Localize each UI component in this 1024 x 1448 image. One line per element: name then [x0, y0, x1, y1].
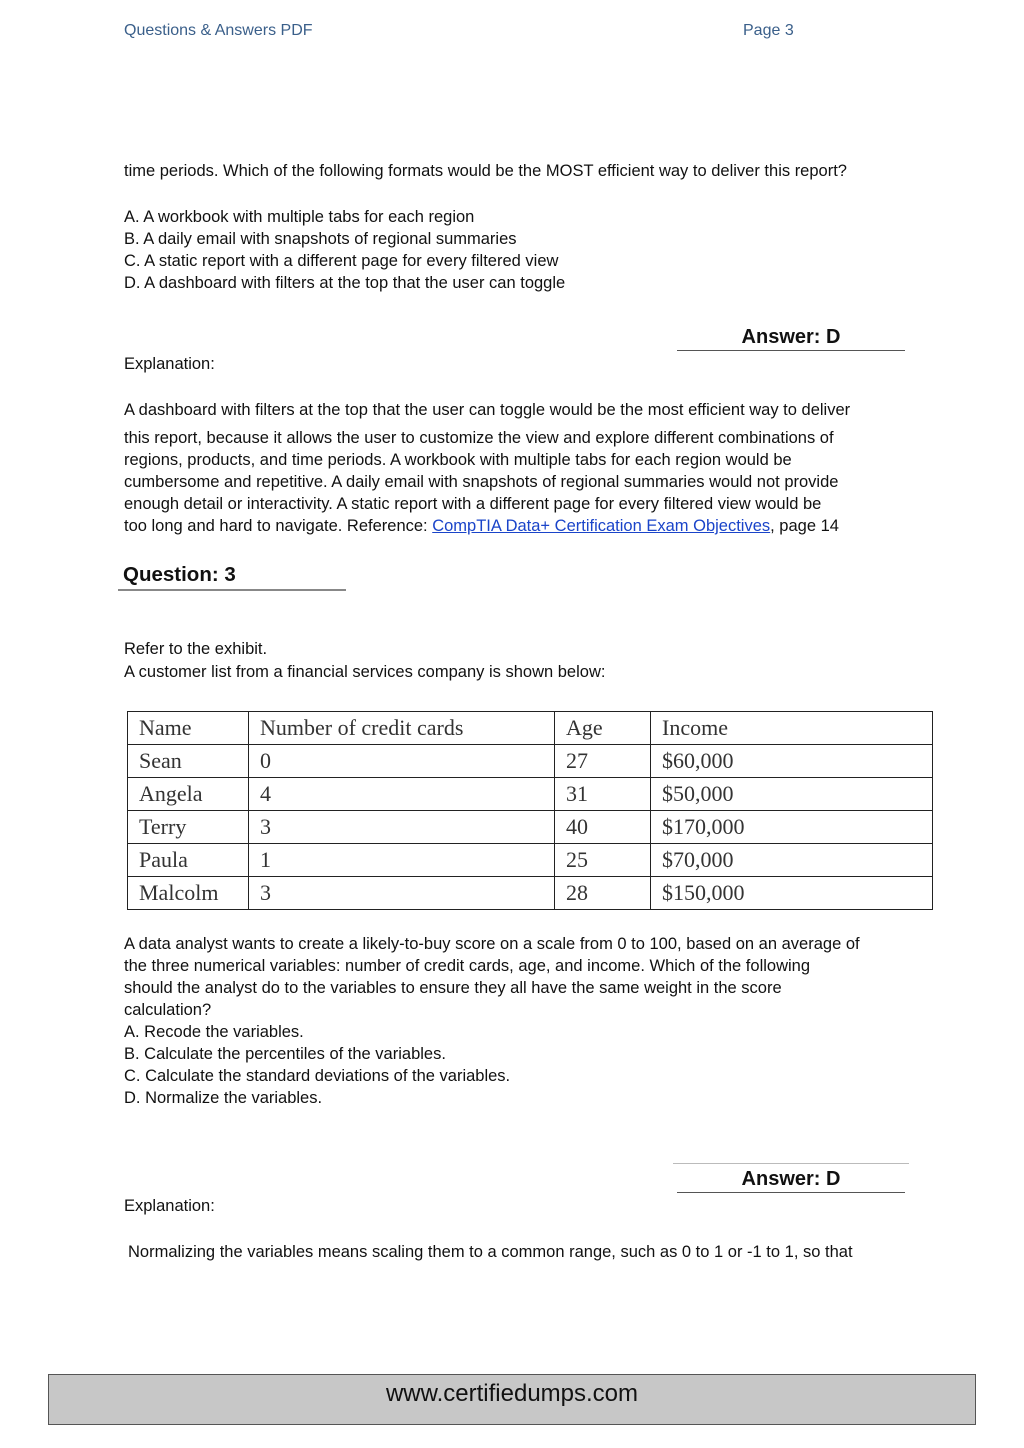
q2-option-d: D. A dashboard with filters at the top that the user can toggle — [124, 274, 566, 292]
footer-url[interactable]: www.certifiedumps.com — [385, 1380, 639, 1407]
table-cell: 25 — [555, 844, 651, 877]
table-cell: $170,000 — [651, 811, 933, 844]
q3-intro-line: Refer to the exhibit. — [124, 640, 268, 658]
q3-intro — [124, 638, 605, 684]
table-cell: 31 — [555, 778, 651, 811]
table-cell: Terry — [128, 811, 249, 844]
q3-stem-line: A data analyst wants to create a likely-to-buy score on a scale from 0 to 100, based on an average of — [124, 935, 860, 953]
table-cell: 40 — [555, 811, 651, 844]
table-cell: Paula — [128, 844, 249, 877]
q2-stem-tail: time periods. Which of the following formats would be the MOST efficient way to deliver this report? — [124, 162, 847, 180]
q2-explanation-line: cumbersome and repetitive. A daily email with snapshots of regional summaries would not provide — [124, 473, 839, 491]
q3-stem-line: calculation? — [124, 1001, 212, 1019]
q2-answer: Answer: D — [741, 326, 841, 348]
q2-reference-line — [124, 515, 839, 537]
table-cell: 1 — [249, 844, 555, 877]
page-number: Page 3 — [743, 22, 794, 39]
table-header-cell: Number of credit cards — [249, 712, 555, 745]
q2-explanation-first: A dashboard with filters at the top that the user can toggle would be the most efficient way to deliver — [124, 401, 851, 419]
q2-explanation-line: this report, because it allows the user to customize the view and explore different combinations of — [124, 429, 834, 447]
q3-stem-line: should the analyst do to the variables to ensure they all have the same weight in the score — [124, 979, 782, 997]
divider — [673, 1163, 909, 1164]
reference-suffix: , page 14 — [770, 517, 839, 535]
table-cell: $150,000 — [651, 877, 933, 910]
q3-option-a: A. Recode the variables. — [124, 1023, 304, 1041]
q3-answer: Answer: D — [741, 1168, 841, 1190]
q3-option-d: D. Normalize the variables. — [124, 1089, 323, 1107]
q3-option-c: C. Calculate the standard deviations of the variables. — [124, 1067, 511, 1085]
q3-answer-box — [677, 1168, 905, 1193]
q2-options — [124, 206, 565, 294]
table-cell: 0 — [249, 745, 555, 778]
q3-explanation-label: Explanation: — [124, 1197, 215, 1215]
table-row — [128, 745, 933, 778]
table-header-cell: Name — [128, 712, 249, 745]
reference-link[interactable]: CompTIA Data+ Certification Exam Objectives — [432, 517, 771, 535]
q2-explanation-label: Explanation: — [124, 355, 215, 373]
question-title-box — [118, 563, 346, 591]
q2-explanation — [124, 427, 839, 537]
customer-table — [127, 711, 933, 910]
table-cell: 28 — [555, 877, 651, 910]
table-cell: Sean — [128, 745, 249, 778]
q3-stem-line: the three numerical variables: number of credit cards, age, and income. Which of the following — [124, 957, 811, 975]
q3-stem — [124, 933, 860, 1109]
q2-option-c: C. A static report with a different page for every filtered view — [124, 252, 559, 270]
q3-intro-line: A customer list from a financial services company is shown below: — [124, 663, 606, 681]
footer-banner — [48, 1374, 976, 1425]
table-cell: 4 — [249, 778, 555, 811]
q2-option-a: A. A workbook with multiple tabs for each region — [124, 208, 475, 226]
table-cell: Angela — [128, 778, 249, 811]
q2-option-b: B. A daily email with snapshots of regional summaries — [124, 230, 517, 248]
table-header-row — [128, 712, 933, 745]
table-cell: Malcolm — [128, 877, 249, 910]
table-cell: 3 — [249, 877, 555, 910]
table-row — [128, 778, 933, 811]
q2-answer-box — [677, 326, 905, 351]
q3-explanation-first: Normalizing the variables means scaling them to a common range, such as 0 to 1 or -1 to 1, so that — [128, 1243, 853, 1261]
q3-option-b: B. Calculate the percentiles of the variables. — [124, 1045, 446, 1063]
table-row — [128, 877, 933, 910]
table-cell: $60,000 — [651, 745, 933, 778]
table-header-cell: Age — [555, 712, 651, 745]
q2-explanation-line: enough detail or interactivity. A static report with a different page for every filtered view would be — [124, 495, 822, 513]
table-row — [128, 844, 933, 877]
table-cell: 3 — [249, 811, 555, 844]
table-cell: $70,000 — [651, 844, 933, 877]
table-cell: $50,000 — [651, 778, 933, 811]
table-header-cell: Income — [651, 712, 933, 745]
table-row — [128, 811, 933, 844]
header-title: Questions & Answers PDF — [124, 22, 313, 39]
reference-prefix: too long and hard to navigate. Reference: — [124, 517, 433, 535]
question-title: Question: 3 — [123, 563, 236, 586]
q2-explanation-line: regions, products, and time periods. A workbook with multiple tabs for each region would be — [124, 451, 792, 469]
table-cell: 27 — [555, 745, 651, 778]
